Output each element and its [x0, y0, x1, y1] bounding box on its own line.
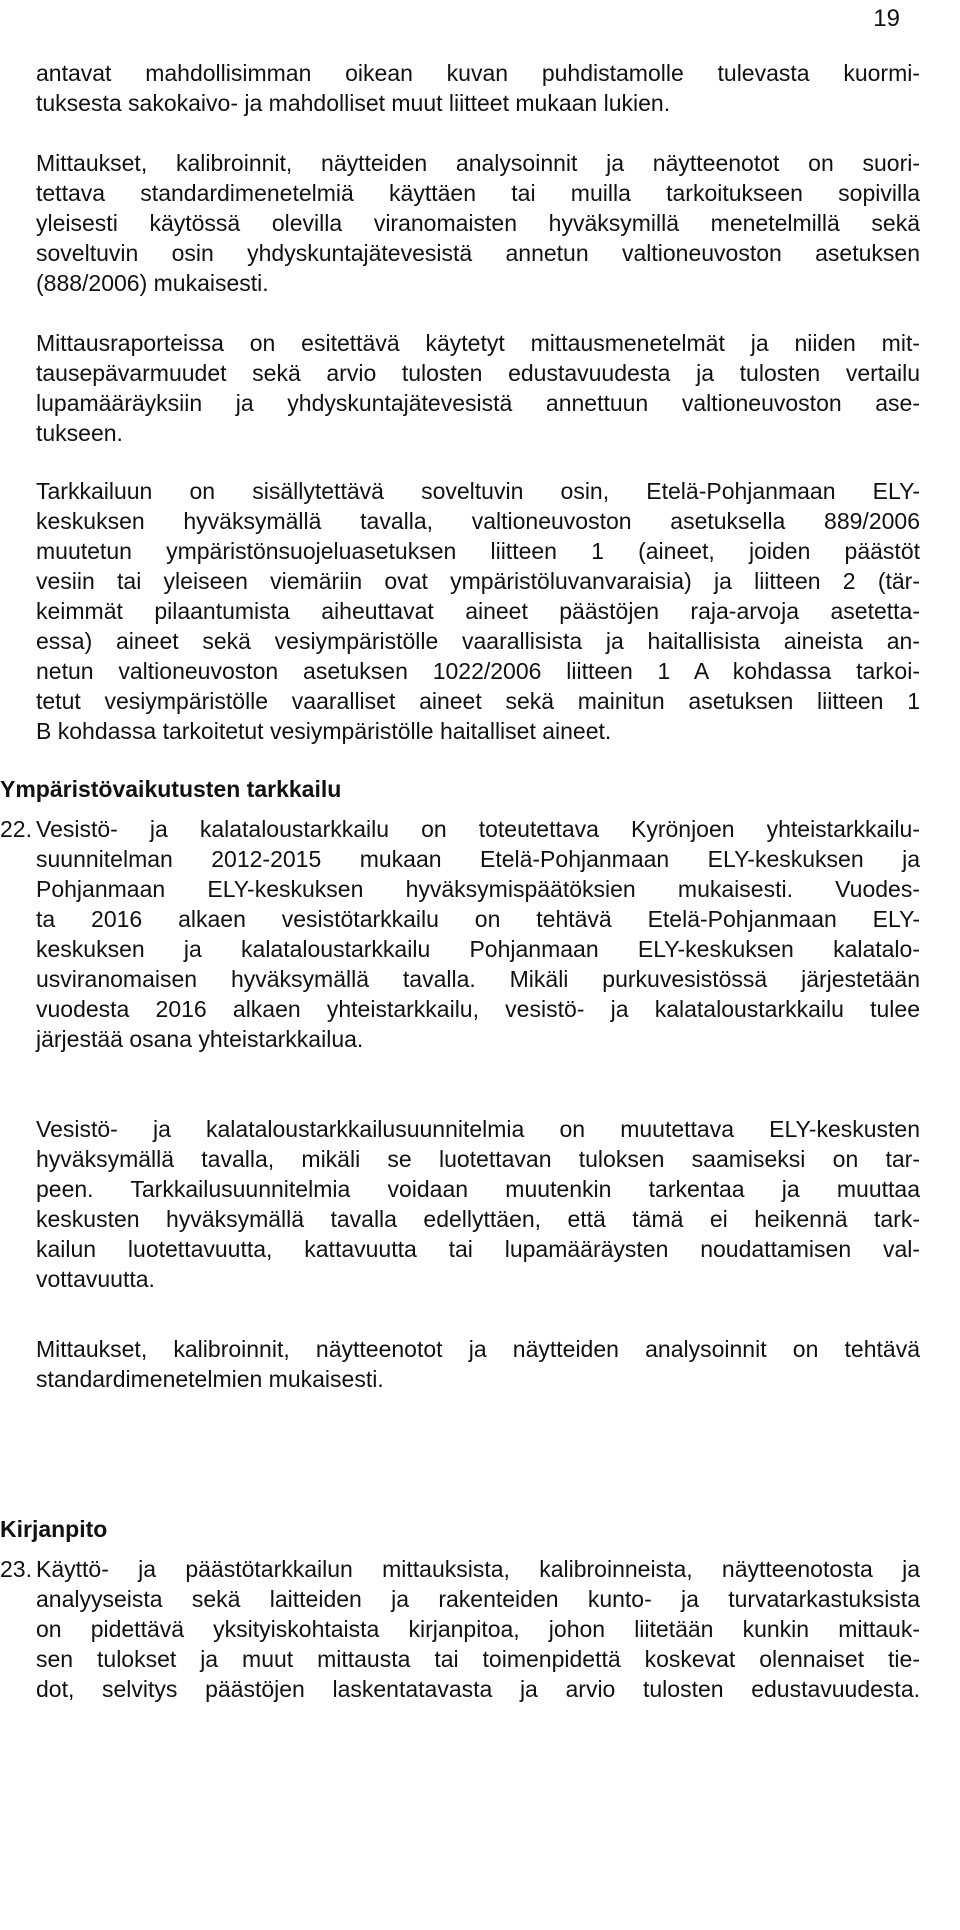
text-line: Mittausraporteissa on esitettävä käytetyt mittausmenetelmät ja niiden mit- [36, 330, 920, 356]
text-line: lupamääräyksiin ja yhdyskuntajätevesistä annettuun valtioneuvoston ase- [36, 390, 920, 416]
text-line: muutetun ympäristönsuojeluasetuksen liitteen 1 (aineet, joiden päästöt [36, 538, 920, 564]
page-number: 19 [873, 5, 900, 32]
text-line: dot, selvitys päästöjen laskentatavasta ja arvio tulosten edustavuudesta. [36, 1676, 920, 1702]
text-line: analyyseista sekä laitteiden ja rakenteiden kunto- ja turvatarkastuksista [36, 1586, 920, 1612]
text-line: keskuksen ja kalataloustarkkailu Pohjanmaan ELY-keskuksen kalatalo- [36, 936, 920, 962]
text-line: standardimenetelmien mukaisesti. [36, 1366, 384, 1392]
text-line: essa) aineet sekä vesiympäristölle vaarallisista ja haitallisista aineista an- [36, 628, 920, 654]
text-line: ta 2016 alkaen vesistötarkkailu on tehtävä Etelä-Pohjanmaan ELY- [36, 906, 920, 932]
text-line: vuodesta 2016 alkaen yhteistarkkailu, vesistö- ja kalataloustarkkailu tulee [36, 996, 920, 1022]
text-line: kailun luotettavuutta, kattavuutta tai lupamääräysten noudattamisen val- [36, 1236, 920, 1262]
list-number: 23. [0, 1556, 32, 1582]
text-line: järjestää osana yhteistarkkailua. [36, 1026, 364, 1052]
text-line: (888/2006) mukaisesti. [36, 270, 269, 296]
text-line: keskuksen hyväksymällä tavalla, valtioneuvoston asetuksella 889/2006 [36, 508, 920, 534]
text-line: suunnitelman 2012-2015 mukaan Etelä-Pohjanmaan ELY-keskuksen ja [36, 846, 920, 872]
text-line: soveltuvin osin yhdyskuntajätevesistä annetun valtioneuvoston asetuksen [36, 240, 920, 266]
text-line: hyväksymällä tavalla, mikäli se luotettavan tuloksen saamiseksi on tar- [36, 1146, 920, 1172]
text-line: on pidettävä yksityiskohtaista kirjanpitoa, johon liitetään kunkin mittauk- [36, 1616, 920, 1642]
text-line: usviranomaisen hyväksymällä tavalla. Mikäli purkuvesistössä järjestetään [36, 966, 920, 992]
text-line: netun valtioneuvoston asetuksen 1022/2006 liitteen 1 A kohdassa tarkoi- [36, 658, 920, 684]
text-line: Vesistö- ja kalataloustarkkailusuunnitelmia on muutettava ELY-keskusten [36, 1116, 920, 1142]
text-line: Pohjanmaan ELY-keskuksen hyväksymispäätöksien mukaisesti. Vuodes- [36, 876, 920, 902]
text-line: B kohdassa tarkoitetut vesiympäristölle haitalliset aineet. [36, 718, 612, 744]
section-heading: Kirjanpito [0, 1516, 108, 1542]
text-line: vottavuutta. [36, 1266, 155, 1292]
text-line: keskusten hyväksymällä tavalla edellyttäen, että tämä ei heikennä tark- [36, 1206, 920, 1232]
text-line: antavat mahdollisimman oikean kuvan puhdistamolle tulevasta kuormi- [36, 60, 920, 86]
text-line: Käyttö- ja päästötarkkailun mittauksista, kalibroinneista, näytteenotosta ja [36, 1556, 920, 1582]
text-line: sen tulokset ja muut mittausta tai toimenpidettä koskevat olennaiset tie- [36, 1646, 920, 1672]
text-line: Vesistö- ja kalataloustarkkailu on toteutettava Kyrönjoen yhteistarkkailu- [36, 816, 920, 842]
text-line: Mittaukset, kalibroinnit, näytteiden analysoinnit ja näytteenotot on suori- [36, 150, 920, 176]
text-line: tettava standardimenetelmiä käyttäen tai muilla tarkoitukseen sopivilla [36, 180, 920, 206]
text-line: Mittaukset, kalibroinnit, näytteenotot ja näytteiden analysoinnit on tehtävä [36, 1336, 920, 1362]
text-line: peen. Tarkkailusuunnitelmia voidaan muutenkin tarkentaa ja muuttaa [36, 1176, 920, 1202]
text-line: tuksesta sakokaivo- ja mahdolliset muut liitteet mukaan lukien. [36, 90, 671, 116]
text-line: tausepävarmuudet sekä arvio tulosten edustavuudesta ja tulosten vertailu [36, 360, 920, 386]
text-line: yleisesti käytössä olevilla viranomaisten hyväksymillä menetelmillä sekä [36, 210, 920, 236]
text-line: vesiin tai yleiseen viemäriin ovat ympäristöluvanvaraisia) ja liitteen 2 (tär- [36, 568, 920, 594]
section-heading: Ympäristövaikutusten tarkkailu [0, 776, 342, 802]
list-number: 22. [0, 816, 32, 842]
text-line: tetut vesiympäristölle vaaralliset aineet sekä mainitun asetuksen liitteen 1 [36, 688, 920, 714]
text-line: Tarkkailuun on sisällytettävä soveltuvin osin, Etelä-Pohjanmaan ELY- [36, 478, 920, 504]
text-line: keimmät pilaantumista aiheuttavat aineet päästöjen raja-arvoja asetetta- [36, 598, 920, 624]
text-line: tukseen. [36, 420, 123, 446]
